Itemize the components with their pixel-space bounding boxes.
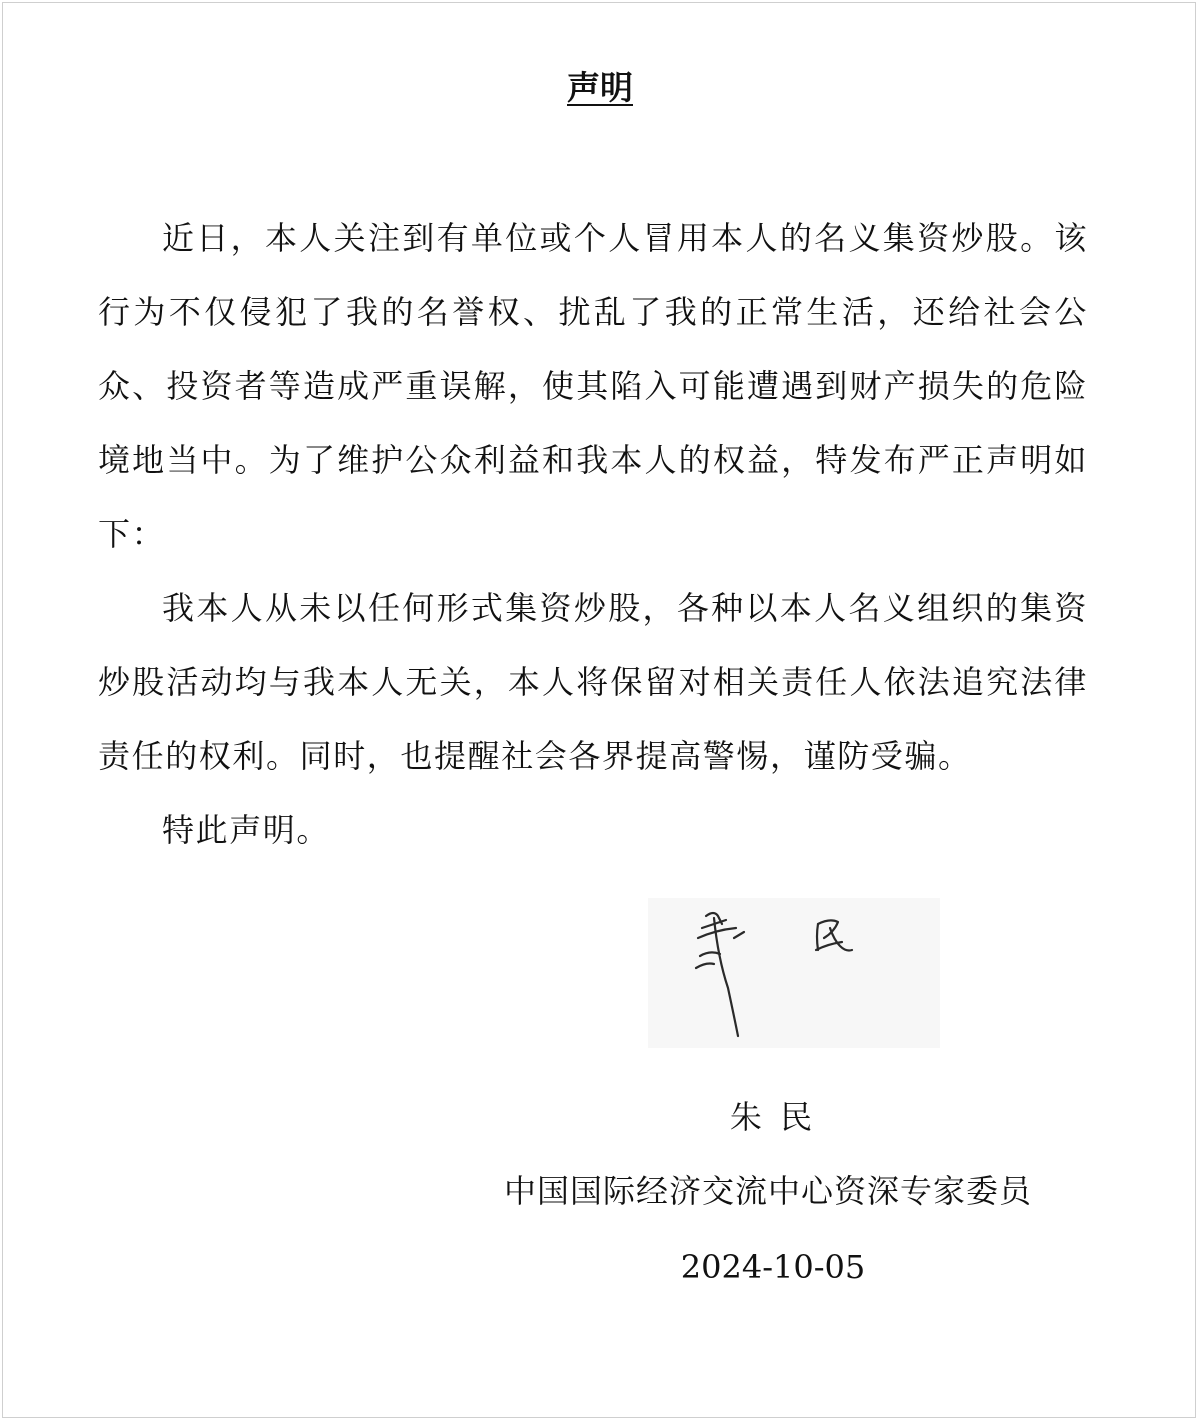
paragraph-3: 特此声明。 [162,811,331,849]
signature-image [648,898,940,1048]
document-title [3,63,1197,113]
paragraph-1: 近日，本人关注到有单位或个人冒用本人的名义集资炒股。该行为不仅侵犯了我的名誉权、扰乱了我的正常生活，还给社会公众、投资者等造成严重误解，使其陷入可能遭遇到财产损失的危险境地当中。为了维护公众利益和我本人的权益，特发布严正声明如下： [98,219,1088,553]
handwritten-signature [648,898,940,1048]
document-title-text: 声明 [567,68,633,107]
statement-date: 2024-10-05 [680,1248,866,1286]
paragraph-2: 我本人从未以任何形式集资炒股，各种以本人名义组织的集资炒股活动均与我本人无关，本人将保留对相关责任人依法追究法律责任的权利。同时，也提醒社会各界提高警惕，谨防受骗。 [98,589,1088,775]
signatory-organization: 中国国际经济交流中心资深专家委员 [503,1172,1032,1210]
signatory-name: 朱 民 [729,1098,817,1136]
document-body [98,201,1088,867]
document-page [2,2,1196,1418]
